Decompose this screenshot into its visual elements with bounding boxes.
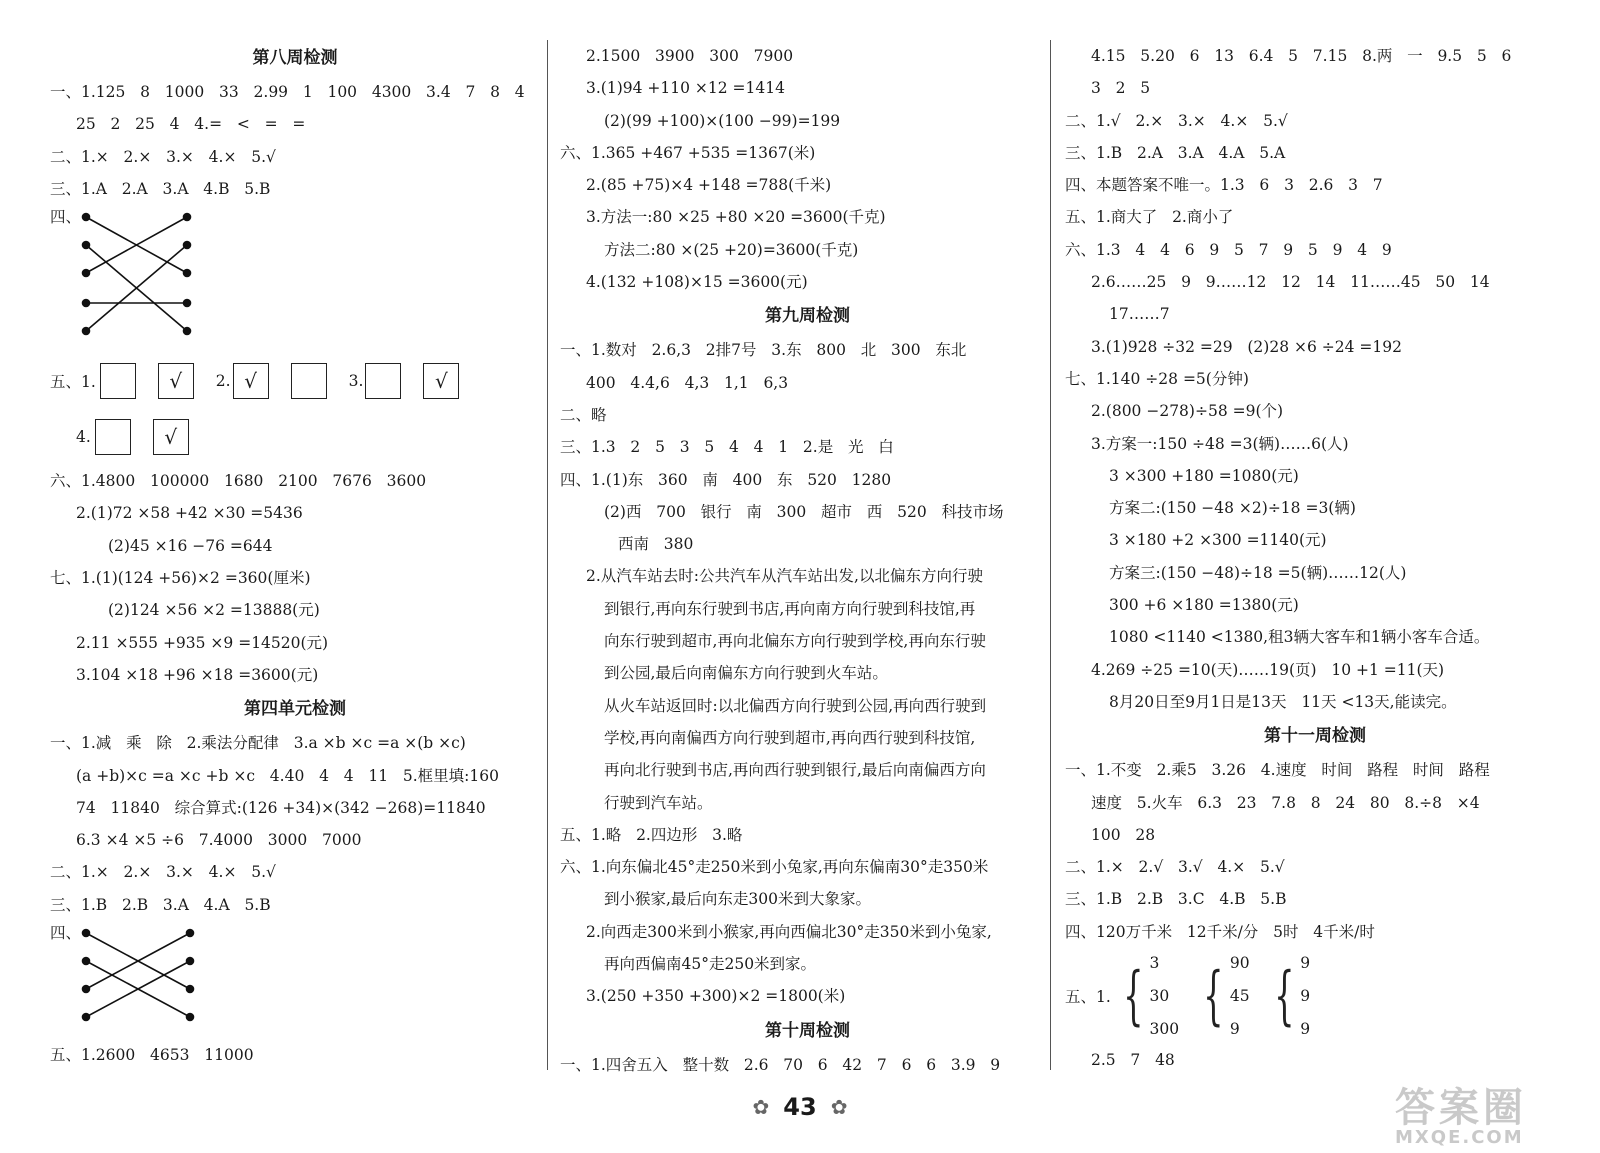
bracket-value: 9 [1300,954,1311,973]
answer-line: 五、1.略 2.四边形 3.略 [560,825,743,844]
answer-line: 3 2 5 [1091,79,1151,98]
answer-line: 2.1500 3900 300 7900 [586,47,794,65]
matching-lines [50,921,250,1039]
answer-line: 4.15 5.20 6 13 6.4 5 7.15 8.两 一 9.5 5 6 [1091,47,1512,65]
answer-line: 五、1.2600 4653 11000 [50,1046,254,1065]
answer-line: 再向北行驶到书店,再向西行驶到银行,最后向南偏西方向 [604,761,986,780]
watermark-url: MXQE.COM [1395,1127,1524,1148]
question-label: 2. [215,372,231,391]
answer-line: 六、1.向东偏北45°走250米到小兔家,再向东偏南30°走350米 [560,858,989,877]
answer-line: 向东行驶到超市,再向北偏东方向行驶到学校,再向东行驶 [604,632,986,651]
bracket-answers [1065,948,1565,1044]
answer-line: 2.(1)72 ×58 +42 ×30 =5436 [76,504,303,523]
matching-diagram [50,205,540,353]
answer-line: 4.(132 +108)×15 =3600(元) [586,273,808,292]
answer-box [365,363,401,399]
answer-line: 再向西偏南45°走250米到家。 [604,955,817,974]
section-title: 第八周检测 [252,48,338,68]
answer-line: 一、1.数对 2.6,3 2排7号 3.东 800 北 300 东北 [560,341,967,360]
answer-line: 8月20日至9月1日是13天 11天 <13天,能读完。 [1109,692,1457,711]
answer-line: 2.6……25 9 9……12 12 14 11……45 50 14 [1091,273,1490,292]
answer-line: 三、1.B 2.B 3.C 4.B 5.B [1065,890,1287,909]
answer-line: (2)45 ×16 −76 =644 [108,536,273,555]
answer-line: 3 ×180 +2 ×300 =1140(元) [1109,531,1327,550]
answer-line: 3.(1)94 +110 ×12 =1414 [586,79,785,98]
answer-line: 六、1.365 +467 +535 =1367(米) [560,143,816,162]
answer-line: 2.(85 +75)×4 +148 =788(千米) [586,176,832,195]
watermark [1395,1085,1527,1148]
answer-line: 300 +6 ×180 =1380(元) [1109,596,1299,615]
answer-line: 一、1.不变 2.乘5 3.26 4.速度 时间 路程 时间 路程 [1065,761,1490,780]
answer-line: 3.104 ×18 +96 ×18 =3600(元) [76,665,319,684]
answer-line: 方案二:(150 −48 ×2)÷18 =3(辆) [1109,499,1356,518]
judge-boxes-row [50,409,540,465]
answer-line: 2.向西走300米到小猴家,再向西偏北30°走350米到小兔家, [586,922,992,941]
answer-line: 二、略 [560,405,607,424]
answer-line: 四、1.(1)东 360 南 400 东 520 1280 [560,470,892,489]
answer-line: 2.11 ×555 +935 ×9 =14520(元) [76,633,329,652]
answer-line: (2)124 ×56 ×2 =13888(元) [108,601,320,620]
answer-line: 6.3 ×4 ×5 ÷6 7.4000 3000 7000 [76,831,362,850]
answer-line: (a +b)×c =a ×c +b ×c 4.40 4 4 11 5.框里填:160 [76,766,499,785]
answer-line: 三、1.B 2.B 3.A 4.A 5.B [50,895,271,914]
bracket-value: 9 [1300,1020,1311,1039]
answer-line: 七、1.(1)(124 +56)×2 =360(厘米) [50,569,311,588]
question-label: 3. [348,372,364,391]
section-title: 第十一周检测 [1264,726,1366,747]
bracket-value: 9 [1300,987,1311,1006]
answer-line: 25 2 25 4 4.= < = = [76,115,306,134]
bracket-group: { 90 45 9 [1203,954,1250,1039]
answer-line: 六、1.3 4 4 6 9 5 7 9 5 9 4 9 [1065,240,1392,259]
answer-line: 从火车站返回时:以北偏西方向行驶到公园,再向西行驶到 [604,696,987,715]
answer-line: 行驶到汽车站。 [604,793,713,812]
answer-line: 五、1.商大了 2.商小了 [1065,208,1234,227]
answer-line: 2.5 7 48 [1091,1051,1175,1070]
question-label: 四、 [50,924,82,943]
answer-line: (2)西 700 银行 南 300 超市 西 520 科技市场 [604,502,1004,521]
answer-line: 方案三:(150 −48)÷18 =5(辆)……12(人) [1109,563,1407,582]
answer-box [291,363,327,399]
answer-line: 四、120万千米 12千米/分 5时 4千米/时 [1065,922,1375,941]
answer-line: 一、1.125 8 1000 33 2.99 1 100 4300 3.4 7 8 4 [50,83,525,101]
answer-box [100,363,136,399]
bracket-value: 45 [1229,987,1250,1006]
section-title: 第四单元检测 [244,699,346,720]
answer-line: 到银行,再向东行驶到书店,再向南方向行驶到科技馆,再 [604,599,976,618]
answer-line: 六、1.4800 100000 1680 2100 7676 3600 [50,472,427,491]
answer-line: 3.(250 +350 +300)×2 =1800(米) [586,987,846,1006]
answer-box [95,419,131,455]
answer-line: 3.(1)928 ÷32 =29 (2)28 ×6 ÷24 =192 [1091,337,1402,356]
question-label: 五、1. [1065,988,1111,1007]
answer-line: 二、1.× 2.√ 3.√ 4.× 5.√ [1065,858,1285,877]
judge-boxes-row [50,353,540,409]
answer-box: √ [153,419,189,455]
answer-line: 400 4.4,6 4,3 1,1 6,3 [586,373,789,392]
answer-line: 二、1.× 2.× 3.× 4.× 5.√ [50,863,276,882]
bracket-value: 300 [1149,1020,1180,1039]
bracket-value: 90 [1229,954,1250,973]
answer-line: 2.从汽车站去时:公共汽车从汽车站出发,以北偏东方向行驶 [586,567,983,586]
answer-line: 100 28 [1091,825,1156,844]
answer-line: 三、1.B 2.A 3.A 4.A 5.A [1065,143,1286,162]
question-label: 四、 [50,208,82,227]
answer-line: 四、本题答案不唯一。1.3 6 3 2.6 3 7 [1065,176,1383,195]
answer-line: (2)(99 +100)×(100 −99)=199 [604,111,841,130]
column-divider [547,40,548,1070]
question-label: 4. [76,428,91,447]
matching-lines [50,205,250,353]
answer-line: 三、1.3 2 5 3 5 4 4 1 2.是 光 白 [560,438,894,457]
answer-line: 七、1.140 ÷28 =5(分钟) [1065,369,1249,388]
answer-line: 3 ×300 +180 =1080(元) [1109,466,1299,485]
answer-line: 学校,再向南偏西方向行驶到超市,再向西行驶到科技馆, [604,728,976,747]
bracket-group: { 3 30 300 [1122,954,1180,1039]
answer-box: √ [233,363,269,399]
answer-box: √ [423,363,459,399]
answer-line: 到小猴家,最后向东走300米到大象家。 [604,890,872,909]
answer-line: 二、1.√ 2.× 3.× 4.× 5.√ [1065,111,1288,130]
bracket-value: 3 [1149,954,1160,973]
answer-box: √ [158,363,194,399]
matching-diagram [50,921,540,1039]
answer-line: 74 11840 综合算式:(126 +34)×(342 −268)=11840 [76,798,486,817]
column-left [50,40,540,1071]
question-label: 五、1. [50,373,96,392]
flower-icon: ✿ [830,1095,848,1119]
answer-line: 西南 380 [618,535,694,554]
watermark-logo: 答案圈 [1395,1085,1527,1131]
answer-line: 3.方法一:80 ×25 +80 ×20 =3600(千克) [586,208,886,227]
page-footer [720,1085,880,1129]
section-title: 第九周检测 [765,306,850,327]
answer-line: 1080 <1140 <1380,租3辆大客车和1辆小客车合适。 [1109,628,1490,647]
bracket-value: 30 [1149,987,1170,1006]
answer-line: 三、1.A 2.A 3.A 4.B 5.B [50,179,271,198]
page-number: 43 [783,1093,817,1121]
bracket-value: 9 [1229,1020,1240,1039]
answer-line: 速度 5.火车 6.3 23 7.8 8 24 80 8.÷8 ×4 [1091,793,1480,812]
section-title: 第十周检测 [765,1020,850,1041]
answer-line: 3.方案一:150 ÷48 =3(辆)……6(人) [1091,434,1349,453]
flower-icon: ✿ [752,1095,770,1119]
answer-line: 一、1.四舍五入 整十数 2.6 70 6 42 7 6 6 3.9 9 [560,1055,1001,1074]
column-middle [560,40,1055,1081]
answer-line: 4.269 ÷25 =10(天)……19(页) 10 +1 =11(天) [1091,660,1445,679]
answer-line: 一、1.减 乘 除 2.乘法分配律 3.a ×b ×c =a ×(b ×c) [50,734,466,753]
answer-line: 方法二:80 ×(25 +20)=3600(千克) [604,240,859,259]
answer-line: 17……7 [1109,305,1170,324]
answer-line: 二、1.× 2.× 3.× 4.× 5.√ [50,147,276,166]
column-right [1065,40,1565,1076]
answer-line: 2.(800 −278)÷58 =9(个) [1091,402,1284,421]
answer-line: 到公园,最后向南偏东方向行驶到火车站。 [604,664,888,683]
bracket-group: { 9 9 9 [1273,954,1311,1039]
